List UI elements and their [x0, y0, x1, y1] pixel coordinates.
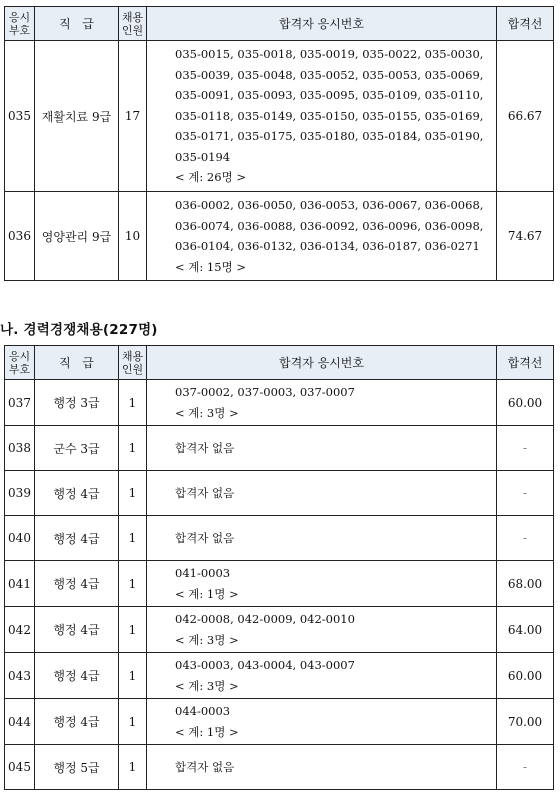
job-grade: 행정 4급: [35, 516, 119, 561]
hire-count: 17: [119, 41, 147, 192]
passer-id-line: 035-0118, 035-0149, 035-0150, 035-0155, 035-0169,: [175, 108, 484, 123]
exam-code: 035: [5, 41, 35, 192]
job-grade: 행정 5급: [35, 745, 119, 790]
table-row: [5, 471, 554, 516]
exam-code: 038: [5, 426, 35, 471]
hire-count: 1: [119, 426, 147, 471]
passer-id-line: 035-0171, 035-0175, 035-0180, 035-0184, 035-0190,: [175, 129, 484, 144]
passer-id-line: 035-0039, 035-0048, 035-0052, 035-0053, 035-0069,: [175, 67, 484, 82]
passer-id-line: 041-0003: [175, 566, 231, 580]
table-row: [5, 561, 554, 607]
job-grade: 행정 4급: [35, 471, 119, 516]
table-row: [5, 745, 554, 790]
passer-total: < 계: 3명 >: [175, 632, 239, 647]
passer-id-line: 044-0003: [175, 704, 231, 718]
passer-ids: [147, 516, 497, 561]
hire-count: 1: [119, 516, 147, 561]
passer-id-line: 042-0008, 042-0009, 042-0010: [175, 612, 355, 626]
header-count: 채용 인원: [119, 7, 147, 41]
pass-score: -: [497, 516, 554, 561]
section-title: 나. 경력경쟁채용(227명): [0, 322, 158, 338]
results-table-1: [4, 6, 554, 281]
passer-id-line: 043-0003, 043-0004, 043-0007: [175, 658, 355, 672]
exam-code: 041: [5, 561, 35, 607]
job-grade: 재활치료 9급: [35, 41, 119, 192]
pass-score: 66.67: [497, 41, 554, 192]
exam-code: 045: [5, 745, 35, 790]
hire-count: 1: [119, 607, 147, 653]
pass-score: -: [497, 745, 554, 790]
table-row: [5, 426, 554, 471]
job-grade: 영양관리 9급: [35, 192, 119, 281]
header-num: 응시 부호: [5, 7, 35, 41]
table-row: [5, 699, 554, 745]
exam-code: 036: [5, 192, 35, 281]
table-row: [5, 653, 554, 699]
header-rank: 직 급: [35, 346, 119, 380]
passer-ids: [147, 426, 497, 471]
passer-total: < 계: 1명 >: [175, 586, 239, 601]
pass-score: -: [497, 471, 554, 516]
passer-id-line: 036-0104, 036-0132, 036-0134, 036-0187, 036-0271: [175, 239, 480, 253]
hire-count: 1: [119, 561, 147, 607]
table-row: [5, 380, 554, 426]
passer-total: < 계: 3명 >: [175, 405, 239, 420]
passer-id-line: 035-0015, 035-0018, 035-0019, 035-0022, 035-0030,: [175, 47, 484, 62]
hire-count: 1: [119, 745, 147, 790]
hire-count: 10: [119, 192, 147, 281]
passer-total: < 계: 1명 >: [175, 724, 239, 739]
pass-score: 60.00: [497, 653, 554, 699]
job-grade: 행정 4급: [35, 653, 119, 699]
header-ids: 합격자 응시번호: [147, 7, 497, 41]
table-header: [5, 7, 554, 41]
hire-count: 1: [119, 380, 147, 426]
passer-id-line: 037-0002, 037-0003, 037-0007: [175, 385, 355, 399]
exam-code: 043: [5, 653, 35, 699]
job-grade: 행정 4급: [35, 561, 119, 607]
header-count: 채용 인원: [119, 346, 147, 380]
exam-code: 042: [5, 607, 35, 653]
job-grade: 행정 4급: [35, 699, 119, 745]
passer-id-line: 036-0002, 036-0050, 036-0053, 036-0067, 036-0068,: [175, 198, 484, 212]
table-row: [5, 41, 554, 192]
passer-id-line: 합격자 없음: [175, 485, 235, 500]
passer-id-line: 035-0091, 035-0093, 035-0095, 035-0109, 035-0110,: [175, 88, 484, 103]
passer-ids: [147, 653, 497, 699]
exam-code: 039: [5, 471, 35, 516]
table-header: [5, 346, 554, 380]
job-grade: 행정 4급: [35, 607, 119, 653]
job-grade: 행정 3급: [35, 380, 119, 426]
passer-id-line: 035-0194: [175, 149, 231, 164]
passer-ids: [147, 41, 497, 192]
table-row: [5, 192, 554, 281]
pass-score: -: [497, 426, 554, 471]
passer-ids: [147, 607, 497, 653]
passer-id-line: 합격자 없음: [175, 530, 235, 545]
passer-total: < 계: 26명 >: [175, 170, 246, 185]
hire-count: 1: [119, 471, 147, 516]
hire-count: 1: [119, 699, 147, 745]
passer-ids: [147, 471, 497, 516]
header-num: 응시 부호: [5, 346, 35, 380]
passer-total: < 계: 3명 >: [175, 678, 239, 693]
job-grade: 군수 3급: [35, 426, 119, 471]
passer-ids: [147, 192, 497, 281]
exam-code: 040: [5, 516, 35, 561]
passer-total: < 계: 15명 >: [175, 259, 246, 274]
pass-score: 74.67: [497, 192, 554, 281]
passer-id-line: 합격자 없음: [175, 440, 235, 455]
header-pass: 합격선: [497, 7, 554, 41]
header-ids: 합격자 응시번호: [147, 346, 497, 380]
header-pass: 합격선: [497, 346, 554, 380]
pass-score: 70.00: [497, 699, 554, 745]
results-table-2: [4, 345, 554, 790]
passer-id-line: 036-0074, 036-0088, 036-0092, 036-0096, 036-0098,: [175, 218, 484, 233]
pass-score: 68.00: [497, 561, 554, 607]
exam-code: 044: [5, 699, 35, 745]
passer-ids: [147, 699, 497, 745]
hire-count: 1: [119, 653, 147, 699]
exam-code: 037: [5, 380, 35, 426]
table-row: [5, 516, 554, 561]
passer-id-line: 합격자 없음: [175, 759, 235, 774]
pass-score: 64.00: [497, 607, 554, 653]
table-row: [5, 607, 554, 653]
header-rank: 직 급: [35, 7, 119, 41]
passer-ids: [147, 561, 497, 607]
passer-ids: [147, 745, 497, 790]
pass-score: 60.00: [497, 380, 554, 426]
passer-ids: [147, 380, 497, 426]
